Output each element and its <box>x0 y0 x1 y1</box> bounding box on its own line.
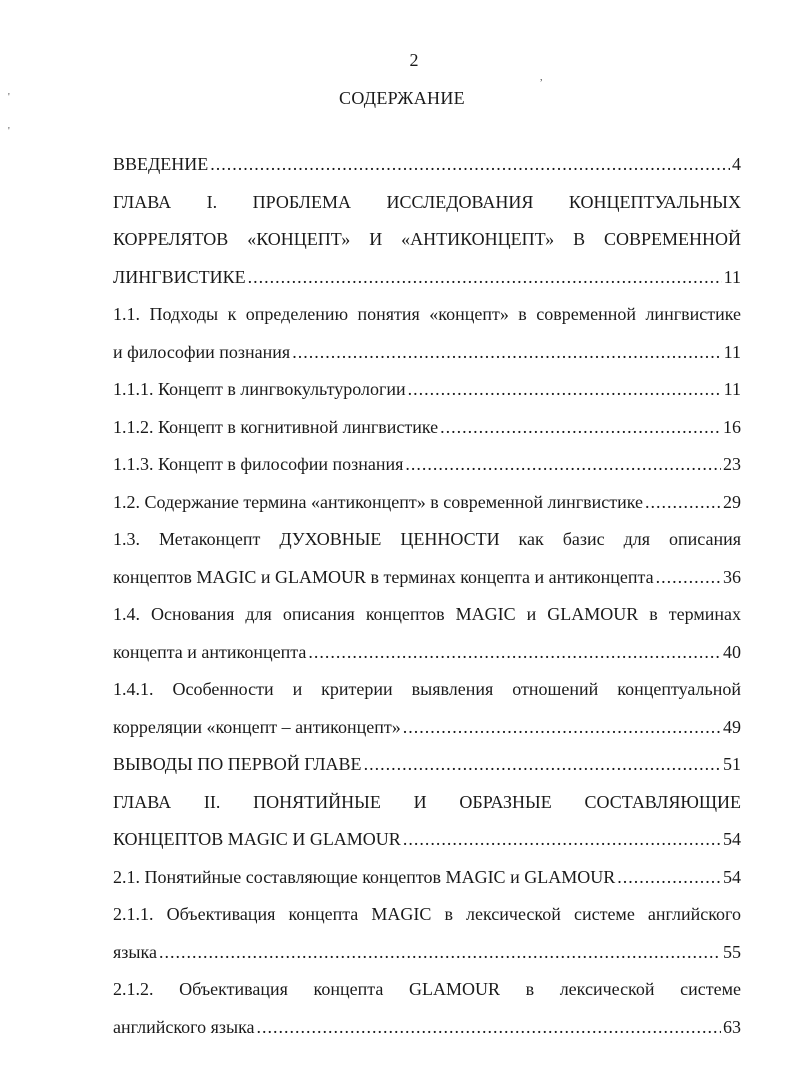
table-of-contents <box>113 146 741 1046</box>
toc-entry-leader-line <box>113 146 741 184</box>
toc-entry-line: 1.4.1. Особенности и критерии выявления отношений концептуальной <box>113 679 741 699</box>
dot-leader <box>292 334 721 372</box>
toc-entry-title: 1.1.2. Концепт в когнитивной лингвистике <box>113 416 439 437</box>
toc-entry-leader-line <box>113 484 741 522</box>
dot-leader <box>364 746 721 784</box>
scan-speck: ' <box>8 92 10 103</box>
toc-entry-page: 55 <box>723 941 741 962</box>
toc-entry-leader-line <box>113 334 741 372</box>
toc-entry[interactable] <box>113 371 741 409</box>
toc-entry-page: 23 <box>723 454 741 474</box>
scan-speck: ' <box>8 126 10 137</box>
toc-entry-title: английского языка <box>113 1016 255 1037</box>
toc-entry-line: 1.4. Основания для описания концептов MAGIC и GLAMOUR в терминах <box>113 604 741 624</box>
dot-leader <box>617 859 721 897</box>
dot-leader <box>656 559 721 597</box>
toc-entry-page: 40 <box>723 641 741 662</box>
toc-entry[interactable] <box>113 409 741 447</box>
toc-entry-page: 4 <box>732 154 741 174</box>
toc-entry-title: концептов MAGIC и GLAMOUR в терминах концепта и антиконцепта <box>113 566 654 587</box>
toc-entry[interactable] <box>113 484 741 522</box>
toc-entry-line: ГЛАВА II. ПОНЯТИЙНЫЕ И ОБРАЗНЫЕ СОСТАВЛЯЮЩИЕ <box>113 791 741 812</box>
dot-leader <box>257 1009 721 1047</box>
toc-entry-title: ВВЕДЕНИЕ <box>113 154 209 174</box>
toc-entry-page: 11 <box>723 341 741 362</box>
dot-leader <box>248 259 722 297</box>
toc-entry-line: 1.3. Метаконцепт ДУХОВНЫЕ ЦЕННОСТИ как базис для описания <box>113 529 741 549</box>
dot-leader <box>210 146 730 184</box>
dot-leader <box>403 709 721 747</box>
toc-entry-page: 11 <box>723 379 741 399</box>
toc-entry-page: 36 <box>723 566 741 587</box>
dot-leader <box>403 821 721 859</box>
toc-entry-title: и философии познания <box>113 341 291 362</box>
toc-entry-title: 1.1.1. Концепт в лингвокультурологии <box>113 379 406 399</box>
toc-entry-line: 1.1. Подходы к определению понятия «концепт» в современной лингвистике <box>113 304 741 324</box>
toc-entry-leader-line <box>113 934 741 972</box>
toc-title: СОДЕРЖАНИЕ <box>339 88 465 108</box>
toc-entry[interactable] <box>113 671 741 746</box>
dot-leader <box>159 934 721 972</box>
toc-entry-line: 2.1.1. Объективация концепта MAGIC в лексической системе английского <box>113 904 741 924</box>
toc-entry-page: 51 <box>723 754 741 774</box>
page-number: 2 <box>409 50 419 70</box>
dot-leader <box>405 446 721 484</box>
toc-entry-leader-line <box>113 634 741 672</box>
toc-entry-title: языка <box>113 941 157 962</box>
toc-entry-leader-line <box>113 709 741 747</box>
toc-entry[interactable] <box>113 859 741 897</box>
toc-entry[interactable] <box>113 521 741 596</box>
toc-entry[interactable] <box>113 971 741 1046</box>
toc-entry-page: 16 <box>723 416 741 437</box>
toc-entry[interactable] <box>113 746 741 784</box>
toc-entry-leader-line <box>113 859 741 897</box>
toc-entry-leader-line <box>113 746 741 784</box>
toc-entry[interactable] <box>113 184 741 297</box>
toc-entry-title: 1.1.3. Концепт в философии познания <box>113 454 404 474</box>
toc-entry-title: концепта и антиконцепта <box>113 641 307 662</box>
toc-entry-page: 54 <box>723 866 741 887</box>
toc-entry-title: КОНЦЕПТОВ MAGIC И GLAMOUR <box>113 829 401 849</box>
toc-entry[interactable] <box>113 896 741 971</box>
dot-leader <box>645 484 721 522</box>
toc-entry-title: корреляции «концепт – антиконцепт» <box>113 716 401 737</box>
toc-entry-leader-line <box>113 409 741 447</box>
toc-entry-leader-line <box>113 446 741 484</box>
toc-entry[interactable] <box>113 596 741 671</box>
toc-entry-line: ГЛАВА I. ПРОБЛЕМА ИССЛЕДОВАНИЯ КОНЦЕПТУАЛЬНЫХ <box>113 191 741 212</box>
dot-leader <box>308 634 721 672</box>
toc-entry-title: ЛИНГВИСТИКЕ <box>113 266 246 287</box>
toc-entry[interactable] <box>113 296 741 371</box>
dot-leader <box>440 409 721 447</box>
toc-entry-leader-line <box>113 371 741 409</box>
toc-entry[interactable] <box>113 784 741 859</box>
toc-entry-line: 2.1.2. Объективация концепта GLAMOUR в лексической системе <box>113 979 741 999</box>
toc-entry-page: 11 <box>723 266 741 287</box>
toc-entry-title: ВЫВОДЫ ПО ПЕРВОЙ ГЛАВЕ <box>113 754 362 774</box>
toc-entry-leader-line <box>113 821 741 859</box>
toc-entry-title: 1.2. Содержание термина «антиконцепт» в современной лингвистике <box>113 491 644 512</box>
scan-speck: , <box>540 72 543 83</box>
toc-entry-page: 63 <box>723 1016 741 1037</box>
dot-leader <box>408 371 722 409</box>
toc-entry-leader-line <box>113 559 741 597</box>
toc-entry[interactable] <box>113 146 741 184</box>
toc-entry-title: 2.1. Понятийные составляющие концептов MAGIC и GLAMOUR <box>113 866 616 887</box>
toc-entry-leader-line <box>113 1009 741 1047</box>
toc-entry-line: КОРРЕЛЯТОВ «КОНЦЕПТ» И «АНТИКОНЦЕПТ» В СОВРЕМЕННОЙ <box>113 229 741 249</box>
toc-entry-page: 49 <box>723 716 741 737</box>
toc-entry-page: 29 <box>723 491 741 512</box>
toc-entry-leader-line <box>113 259 741 297</box>
toc-entry[interactable] <box>113 446 741 484</box>
toc-entry-page: 54 <box>723 829 741 849</box>
